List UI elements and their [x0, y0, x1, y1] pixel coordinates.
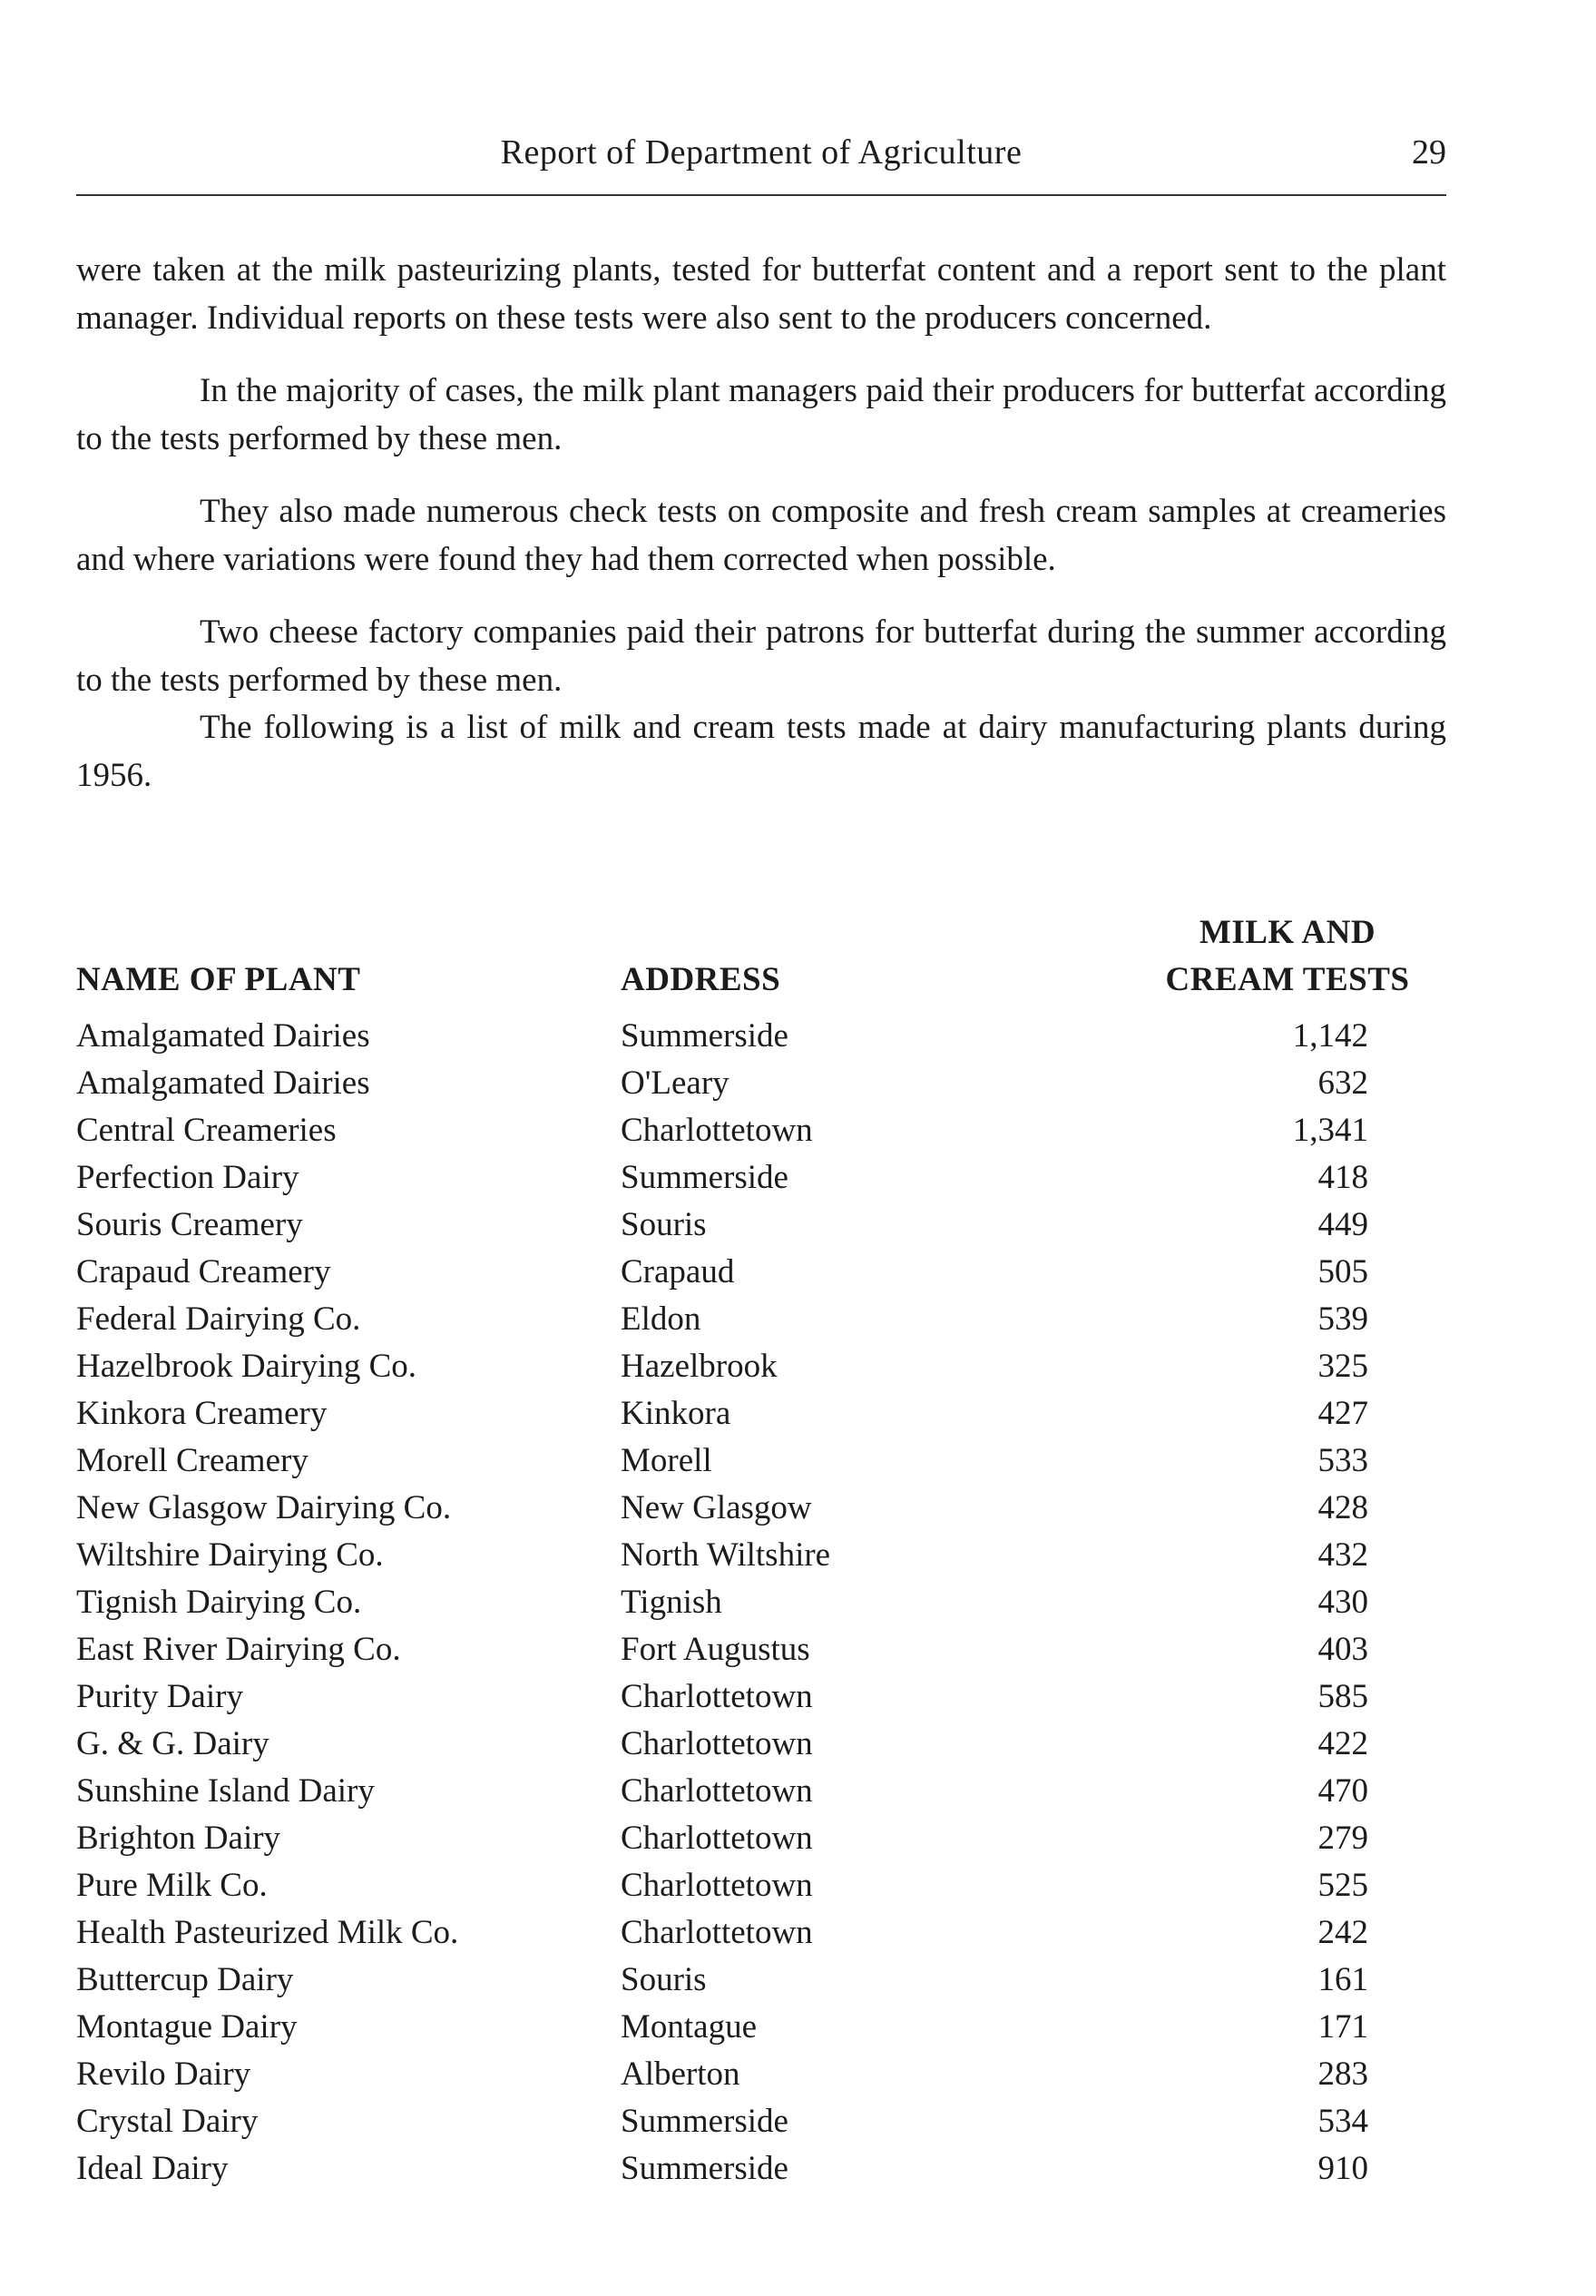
address-cell: Charlottetown	[621, 1914, 813, 1951]
tests-count-cell: 279	[1317, 1820, 1368, 1857]
plant-name-cell: Montague Dairy	[76, 2008, 298, 2046]
address-cell: Eldon	[621, 1300, 701, 1338]
table-row	[76, 2051, 1446, 2098]
address-cell: Alberton	[621, 2056, 740, 2093]
table-row	[76, 1296, 1446, 1343]
table-row	[76, 1107, 1446, 1154]
page-number: 29	[1412, 133, 1446, 172]
table-row	[76, 1202, 1446, 1249]
tests-count-cell: 432	[1317, 1536, 1368, 1574]
column-header-address: ADDRESS	[621, 961, 781, 998]
plant-name-cell: Tignish Dairying Co.	[76, 1584, 362, 1621]
tests-count-cell: 430	[1317, 1584, 1368, 1621]
plant-name-cell: Sunshine Island Dairy	[76, 1772, 375, 1810]
table-row	[76, 1957, 1446, 2004]
address-cell: Summerside	[621, 2150, 788, 2187]
table-row	[76, 2098, 1446, 2145]
plant-name-cell: G. & G. Dairy	[76, 1725, 269, 1762]
address-cell: Charlottetown	[621, 1820, 813, 1857]
address-cell: Montague	[621, 2008, 758, 2046]
plant-name-cell: Federal Dairying Co.	[76, 1300, 361, 1338]
plant-name-cell: New Glasgow Dairying Co.	[76, 1489, 452, 1526]
plant-name-cell: Amalgamated Dairies	[76, 1065, 370, 1102]
table-row	[76, 1060, 1446, 1107]
address-cell: Summerside	[621, 2103, 788, 2140]
tests-count-cell: 533	[1317, 1442, 1368, 1479]
table-row	[76, 1154, 1446, 1202]
tests-count-cell: 418	[1317, 1159, 1368, 1196]
plant-name-cell: Ideal Dairy	[76, 2150, 229, 2187]
tests-count-cell: 910	[1317, 2150, 1368, 2187]
tests-count-cell: 632	[1317, 1065, 1368, 1102]
table-row	[76, 1768, 1446, 1815]
plant-tests-table	[76, 909, 1446, 2193]
plant-name-cell: Amalgamated Dairies	[76, 1017, 370, 1055]
table-row	[76, 1485, 1446, 1532]
tests-count-cell: 171	[1317, 2008, 1368, 2046]
table-row	[76, 1626, 1446, 1673]
tests-count-cell: 428	[1317, 1489, 1368, 1526]
address-cell: New Glasgow	[621, 1489, 812, 1526]
body-text	[76, 247, 1446, 800]
paragraph: The following is a list of milk and cream tests made at dairy manufacturing plants during 1956.	[76, 709, 1446, 794]
tests-count-cell: 585	[1317, 1678, 1368, 1715]
plant-name-cell: Brighton Dairy	[76, 1820, 281, 1857]
address-cell: Charlottetown	[621, 1772, 813, 1810]
paragraph: Two cheese factory companies paid their patrons for butterfat during the summer according to the tests performed by these men.	[76, 613, 1446, 699]
plant-name-cell: Souris Creamery	[76, 1206, 303, 1243]
table-row	[76, 1673, 1446, 1721]
address-cell: O'Leary	[621, 1065, 729, 1102]
plant-name-cell: Buttercup Dairy	[76, 1961, 294, 1998]
address-cell: Charlottetown	[621, 1867, 813, 1904]
plant-name-cell: East River Dairying Co.	[76, 1631, 401, 1668]
address-cell: Charlottetown	[621, 1725, 813, 1762]
table-row	[76, 1390, 1446, 1437]
address-cell: Morell	[621, 1442, 712, 1479]
address-cell: Hazelbrook	[621, 1348, 778, 1385]
table-header-row	[76, 909, 1446, 1013]
table-row	[76, 1862, 1446, 1909]
plant-name-cell: Hazelbrook Dairying Co.	[76, 1348, 417, 1385]
table-row	[76, 1532, 1446, 1579]
column-header-name: NAME OF PLANT	[76, 961, 361, 998]
address-cell: Tignish	[621, 1584, 722, 1621]
address-cell: Kinkora	[621, 1395, 731, 1432]
address-cell: Souris	[621, 1961, 707, 1998]
table-row	[76, 1721, 1446, 1768]
tests-count-cell: 449	[1317, 1206, 1368, 1243]
tests-count-cell: 505	[1317, 1253, 1368, 1290]
table-row	[76, 1249, 1446, 1296]
table-row	[76, 1579, 1446, 1626]
paragraph: They also made numerous check tests on composite and fresh cream samples at creameries and where variations were found they had them corrected when possible.	[76, 493, 1446, 578]
plant-name-cell: Kinkora Creamery	[76, 1395, 328, 1432]
table-row	[76, 1437, 1446, 1485]
table-row	[76, 1909, 1446, 1957]
tests-count-cell: 1,341	[1292, 1112, 1368, 1149]
table-row	[76, 2004, 1446, 2051]
column-header-tests-line2: CREAM TESTS	[1165, 961, 1410, 998]
tests-count-cell: 403	[1317, 1631, 1368, 1668]
column-header-tests	[1129, 909, 1446, 1013]
plant-name-cell: Purity Dairy	[76, 1678, 243, 1715]
plant-name-cell: Perfection Dairy	[76, 1159, 299, 1196]
tests-count-cell: 534	[1317, 2103, 1368, 2140]
tests-count-cell: 242	[1317, 1914, 1368, 1951]
paragraph: were taken at the milk pasteurizing plants, tested for butterfat content and a report sent to the plant manager. Individual reports on these tests were also sent to the producers concerned.	[76, 251, 1446, 337]
tests-count-cell: 325	[1317, 1348, 1368, 1385]
plant-name-cell: Revilo Dairy	[76, 2056, 251, 2093]
plant-name-cell: Pure Milk Co.	[76, 1867, 268, 1904]
plant-name-cell: Wiltshire Dairying Co.	[76, 1536, 384, 1574]
tests-count-cell: 1,142	[1292, 1017, 1368, 1055]
tests-count-cell: 470	[1317, 1772, 1368, 1810]
tests-count-cell: 283	[1317, 2056, 1368, 2093]
table-row	[76, 1343, 1446, 1390]
address-cell: North Wiltshire	[621, 1536, 831, 1574]
tests-count-cell: 422	[1317, 1725, 1368, 1762]
tests-count-cell: 525	[1317, 1867, 1368, 1904]
tests-count-cell: 427	[1317, 1395, 1368, 1432]
table-row	[76, 1013, 1446, 1060]
table-row	[76, 2145, 1446, 2193]
plant-tests-table-wrap	[76, 909, 1446, 2193]
address-cell: Souris	[621, 1206, 707, 1243]
address-cell: Summerside	[621, 1017, 788, 1055]
table-body	[76, 1013, 1446, 2193]
plant-name-cell: Crystal Dairy	[76, 2103, 259, 2140]
plant-name-cell: Crapaud Creamery	[76, 1253, 331, 1290]
address-cell: Summerside	[621, 1159, 788, 1196]
plant-name-cell: Central Creameries	[76, 1112, 337, 1149]
running-title: Report of Department of Agriculture	[500, 133, 1023, 172]
running-head	[76, 132, 1446, 187]
column-header-tests-line1: MILK AND	[1199, 914, 1376, 951]
plant-name-cell: Health Pasteurized Milk Co.	[76, 1914, 459, 1951]
address-cell: Charlottetown	[621, 1112, 813, 1149]
header-rule	[76, 194, 1446, 196]
address-cell: Fort Augustus	[621, 1631, 810, 1668]
paragraph: In the majority of cases, the milk plant managers paid their producers for butterfat according to the tests performed by these men.	[76, 372, 1446, 457]
address-cell: Charlottetown	[621, 1678, 813, 1715]
address-cell: Crapaud	[621, 1253, 735, 1290]
tests-count-cell: 161	[1317, 1961, 1368, 1998]
table-row	[76, 1815, 1446, 1862]
plant-name-cell: Morell Creamery	[76, 1442, 308, 1479]
tests-count-cell: 539	[1317, 1300, 1368, 1338]
